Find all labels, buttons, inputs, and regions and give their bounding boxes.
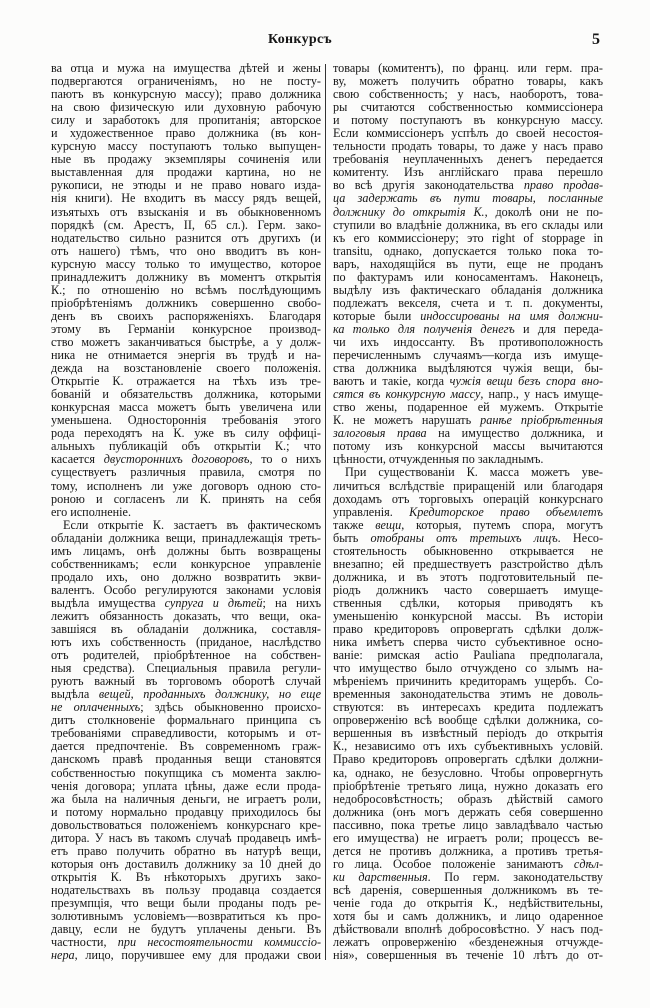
text-run: ныя средства). Специальныя правила регули- [51, 661, 321, 676]
text-run: завшіяся въ обладаніи должника, составля- [51, 622, 321, 637]
italic-term: ца задержать въ пути товары, посланные [333, 191, 603, 206]
text-run: пріобрѣтеніямъ должникъ совершенно свобо- [51, 295, 321, 310]
text-run: и художественное право должника (въ кон- [51, 126, 321, 141]
text-run: на свою физическую или духовную рабочую [51, 100, 321, 115]
text-run: право кредиторовъ опровергать сдѣлки долж- [333, 622, 603, 637]
text-run: альныхъ публикацій объ открытіи К.; что [51, 439, 321, 454]
text-run: етъ право получить обратно въ натурѣ вещи, [51, 843, 321, 858]
paragraph [333, 62, 603, 466]
text-run: управленія. [333, 504, 410, 519]
column-divider [325, 64, 326, 960]
text-run: паютъ въ конкурсную массу); право должника [51, 87, 321, 102]
text-run: валентъ. Особо регулируются законами условія [51, 582, 321, 597]
text-run: и для переда- [514, 321, 603, 336]
text-run: нодательствахъ въ пользу продавца создается [51, 882, 321, 897]
text-run: его имущества) не играетъ роли; процессъ ве- [333, 830, 603, 845]
italic-term: ка только для полученія денегъ [333, 321, 515, 336]
text-run: ство можетъ заканчиваться быстрѣе, а у долж- [51, 334, 321, 349]
italic-term: залоговыя права [333, 426, 427, 441]
text-run: лежитъ обязанность доказать, что вещи, ока- [51, 608, 321, 623]
italic-term: должнику до открытія К. [333, 204, 485, 219]
page-number: 5 [592, 31, 600, 48]
text-run: , то о нихъ [249, 452, 321, 467]
text-run: ваютъ и такіе, когда [333, 374, 450, 389]
text-run: К., независимо отъ ихъ субъективныхъ условій. [333, 739, 603, 754]
text-run: жа была на наличныя деньги, не играетъ роли, [51, 791, 321, 806]
text-run: го лица. Особое положеніе занимаютъ [333, 856, 574, 871]
text-run: требованіями справедливости, которымъ и от- [51, 726, 321, 741]
text-run: К. не можетъ нарушать [333, 413, 481, 428]
text-run: дежда на возстановленіе своего положенія. [51, 361, 321, 376]
text-run: курсную массу только то имущество, которое [51, 256, 321, 271]
text-run: хотя бы и самъ должникъ, и лицо одаренное [333, 909, 603, 924]
text-run: выдѣла [51, 687, 99, 702]
text-run: К.; по отношенію но всѣмъ послѣдующимъ [51, 282, 321, 297]
text-run: и потому поступаютъ въ конкурсную массу. [333, 113, 603, 128]
text-run: , лицо, поручившее ему для продажи свои [74, 948, 321, 963]
text-line [333, 949, 603, 962]
italic-term: индоссированы на имя должни- [420, 308, 603, 323]
italic-term: вещи [375, 517, 402, 532]
text-run: во всѣ другія законодательства [333, 178, 524, 193]
text-run: обладаніи должника вещи, принадлежащія треть- [51, 530, 321, 545]
text-run: transitu, однако, допускается только пока то- [333, 243, 603, 258]
text-run: ваніе: римская actio Pauliana предполагала, [333, 648, 603, 663]
text-run: имъ лицамъ, онѣ должны быть возвращены [51, 543, 321, 558]
text-run: внезапно; ей предшествуетъ разстройство дѣлъ [333, 556, 603, 571]
text-run: подлежатъ векселя, счета и т. п. документы, [333, 295, 603, 310]
text-run: нія книги). Не входитъ въ массу рядъ вещей, [51, 191, 321, 206]
text-run: быть [333, 530, 371, 545]
text-run: ника не отнимается энергія въ трудѣ и на- [51, 348, 321, 363]
italic-term: чужія вещи безъ спора вно- [449, 374, 603, 389]
italic-term: сдѣл- [573, 856, 603, 871]
text-run: ву, можетъ получить обратно товары, какъ [333, 74, 603, 89]
text-run: порядкѣ (см. Арестъ, II, 65 сл.). Герм. зако- [51, 217, 321, 232]
text-run: ченія договора; уплата цѣны, даже если прода- [51, 778, 321, 793]
text-run: опроверженію всѣ вообще сдѣлки должника, со- [333, 713, 603, 728]
text-line [51, 949, 321, 962]
text-run: ство жены, подаренное ей мужемъ. Открытіе [333, 400, 603, 415]
text-run: ютъ ихъ собственность (приданое, наслѣдство [51, 635, 321, 650]
italic-term: отобраны отъ третьихъ лицъ [370, 530, 558, 545]
text-run: выдѣлу изъ фактическаго обладанія должника [333, 282, 603, 297]
text-run: выдѣла имущества [51, 595, 165, 610]
italic-term: ки дарственныя [333, 869, 428, 884]
text-run: ва отца и мужа на имущества дѣтей и жены [51, 61, 321, 75]
text-run: ченіе года до открытія К., недѣйствительны, [333, 896, 603, 910]
text-run: ріодъ должникъ часто совершаетъ имуще- [333, 582, 603, 597]
text-run: потому изъ конкурсной массы вычитаются [333, 439, 603, 454]
text-run: денъ въ своихъ распоряженіяхъ. Благодаря [51, 308, 321, 323]
text-run: должника (онъ могъ держать себя совершенно [333, 804, 603, 819]
text-run: собственникамъ; если конкурсное управленіе [51, 556, 321, 571]
text-run: этому въ Германіи конкурсное производ- [51, 321, 321, 336]
italic-term: Кредиторское право объемлетъ [409, 504, 603, 519]
text-run: Право кредиторовъ опровергать сдѣлки должни- [333, 752, 603, 767]
left-column [51, 62, 321, 962]
text-run: требованія неуплаченныхъ денегъ передается [333, 152, 603, 167]
italic-term: не оплаченныхъ [51, 700, 141, 715]
text-run: тельности продать товары, то даже у насъ право [333, 139, 603, 154]
italic-term: сятся въ конкурсную массу [333, 387, 481, 402]
paragraph [333, 466, 603, 962]
text-run: ственныя сдѣлки, которыя приводятъ къ [333, 595, 603, 610]
text-run: комитенту. Изъ англійскаго права перешло [333, 165, 603, 180]
text-run: продало ихъ, оно должно возвратить экви- [51, 569, 321, 584]
right-column [333, 62, 603, 962]
text-run: рукописи, не этюды и не право новаго изда- [51, 178, 321, 193]
italic-term: при несостоятельности коммиссіо- [117, 935, 322, 950]
text-run: , которыя, путемъ спора, могутъ [401, 517, 603, 532]
text-run: стоятельность обыкновенно открывается не [333, 543, 603, 558]
text-run: чи ихъ индоссанту. Въ противоположность [333, 334, 603, 349]
text-run: къ его коммиссіонеру; это right of stoppage in [333, 230, 603, 245]
text-run: ствуются: въ интересахъ кредита подлежатъ [333, 700, 603, 715]
text-run: ступили во владѣніе должника, въ его склады или [333, 217, 603, 232]
text-run: частности, [51, 935, 118, 950]
text-run: отъ родителей, пріобрѣтенное на собствен- [51, 648, 321, 663]
text-run: изъятыхъ отъ взысканія и въ обыкновенномъ [51, 204, 321, 219]
text-run: . По герм. законодательству [427, 869, 603, 884]
text-run: ; здѣсь обыкновенно происхо- [140, 700, 322, 715]
text-run: подвергаются ограниченіямъ, но не посту- [51, 74, 321, 89]
text-run: уменьшенію конкурсной массы. Въ исторіи [333, 608, 603, 623]
text-run: Если открытіе К. застаетъ въ фактическомъ [63, 517, 321, 532]
text-run: товары (комитентъ), по франц. или герм. пра- [333, 61, 603, 75]
text-run: , доколѣ они не по- [484, 204, 603, 219]
text-run: дитъ столкновеніе формальнаго принципа съ [51, 713, 321, 728]
text-run: выставленная для продажи картина, но не [51, 165, 321, 180]
text-run: варъ, находящійся въ пути, еще не проданъ [333, 256, 603, 271]
text-run: руютъ важный въ торговомъ оборотѣ случай [51, 674, 321, 689]
text-run: мѣреніемъ причинить кредиторамъ ущербъ. Со- [333, 674, 603, 689]
text-run: пассивно, пока третье лицо завладѣвало частью [333, 817, 603, 832]
text-run: перечисленнымъ случаямъ—когда изъ имуще- [333, 348, 603, 363]
paragraph [51, 519, 321, 963]
text-run: Открытіе К. отражается на тѣхъ изъ тре- [51, 374, 321, 389]
text-run: довольствоваться положеніемъ конкурснаго кре- [51, 817, 321, 832]
text-run: личиться вслѣдствіе приращеній или благодаря [333, 478, 603, 493]
text-run: открытія К. Въ нѣкоторыхъ другихъ зако- [51, 869, 321, 884]
text-run: также [333, 517, 376, 532]
italic-term: супруга и дѣтей [164, 595, 263, 610]
italic-term: двустороннихъ договоровъ [103, 452, 250, 467]
text-run: рода переходятъ на К. уже въ силу оффиці- [51, 426, 321, 441]
text-run: по фактурамъ или коносаментамъ. Наконецъ, [333, 269, 603, 284]
text-run: существуетъ различныя правила, смотря по [51, 465, 321, 480]
text-run: ; на нихъ [262, 595, 321, 610]
text-run: роною и согласенъ ли К. принять на себя [51, 491, 321, 506]
text-run: ры считаются собственностью коммиссіонера [333, 100, 603, 115]
text-run: дѣйствовали вполнѣ добросовѣстно. У насъ под- [333, 922, 603, 937]
text-run: ка, однако, не безусловно. Чтобы опровергнуть [333, 765, 603, 780]
text-run: дитора. У насъ въ такомъ случаѣ продавецъ имѣ- [51, 830, 321, 845]
italic-term: ранѣе пріобрѣтенныя [480, 413, 603, 428]
text-run: собственностью покупщика съ момента заклю- [51, 765, 321, 780]
text-run: данскомъ правѣ проданныя вещи становятся [51, 752, 321, 767]
text-run: конкурсная масса можетъ быть увеличена или [51, 400, 321, 415]
text-run: что имущество было отчуждено со злымъ на- [333, 661, 603, 676]
text-run: нія», совершенныя въ теченіе 10 лѣтъ до от- [333, 948, 603, 963]
text-run: которыя онъ доставилъ должнику за 10 дней до [51, 856, 321, 871]
text-run: ника имѣетъ сперва чисто субъективное осно- [333, 635, 603, 650]
text-run: Если коммиссіонеръ успѣлъ до своей несостоя- [333, 126, 603, 141]
text-run: цѣнности, отчужденныя по закладнымъ. [333, 452, 544, 467]
text-run: . Несо- [557, 530, 604, 545]
text-run: давцу, если не будутъ уплачены деньги. Въ [51, 922, 321, 937]
italic-term: право продав- [523, 178, 603, 193]
italic-term: нера [51, 948, 75, 963]
italic-term: вещей, проданныхъ должнику, но еще [98, 687, 321, 702]
text-run: нодательство сильно разнится отъ другихъ (и [51, 230, 321, 245]
running-title: Конкурсъ [268, 32, 332, 47]
text-run: его исполненіе. [51, 504, 132, 519]
text-run: которые были [333, 308, 421, 323]
text-run: принадлежитъ должнику въ моментъ открытія [51, 269, 321, 284]
text-run: золютивнымъ условіемъ—возвратиться къ про- [51, 909, 321, 924]
text-run: бованій и обязательствъ должника, которыми [51, 387, 321, 402]
text-run: тому, исполненъ ли уже договоръ одною сто- [51, 478, 321, 493]
text-run: вершенныя въ извѣстный періодъ до открытія [333, 726, 603, 741]
text-run: отъ нашего) тѣмъ, что оно вводитъ въ кон- [51, 243, 321, 258]
text-run: дается предпочтеніе. Въ современномъ граж- [51, 739, 321, 754]
text-run: недобросовѣстность; образъ дѣйствій самого [333, 791, 603, 806]
text-run: должника, и въ этотъ подготовительный пе- [333, 569, 603, 584]
text-run: курсную массу поступаютъ только выпущен- [51, 139, 321, 154]
text-run: дется не противъ должника, а противъ третья- [333, 843, 603, 858]
text-run: доходамъ отъ торговыхъ операцій конкурснаго [333, 491, 603, 506]
text-run: презумпція, что вещи были проданы подъ ре- [51, 896, 321, 910]
text-run: , напр., у насъ имуще- [480, 387, 603, 402]
text-run: При существованіи К. масса можетъ уве- [345, 465, 603, 480]
text-run: и потому нормально продавцу приходилось бы [51, 804, 321, 819]
text-run: касается [51, 452, 104, 467]
text-run: временныя законодательства этимъ не доволь- [333, 687, 603, 702]
text-run: лежатъ опроверженію «безденежныя отчужде- [333, 935, 603, 950]
text-run: уменьшена. Одностороннія требованія этого [51, 413, 321, 428]
text-run: пріобрѣтеніе третьяго лица, нужно доказать его [333, 778, 603, 793]
text-run: ные въ продажу экземпляры сочиненія или [51, 152, 321, 167]
text-run: свою собственность; у насъ, наоборотъ, това- [333, 87, 603, 102]
text-run: на имущество должника, и [426, 426, 603, 441]
paragraph [51, 62, 321, 519]
text-run: силу и заработокъ для пропитанія; авторское [51, 113, 321, 128]
text-run: ства должника выдѣляются чужія вещи, бы- [333, 361, 603, 376]
running-header [0, 32, 650, 50]
text-run: всѣ даренія, совершенныя должникомъ въ те- [333, 882, 603, 897]
